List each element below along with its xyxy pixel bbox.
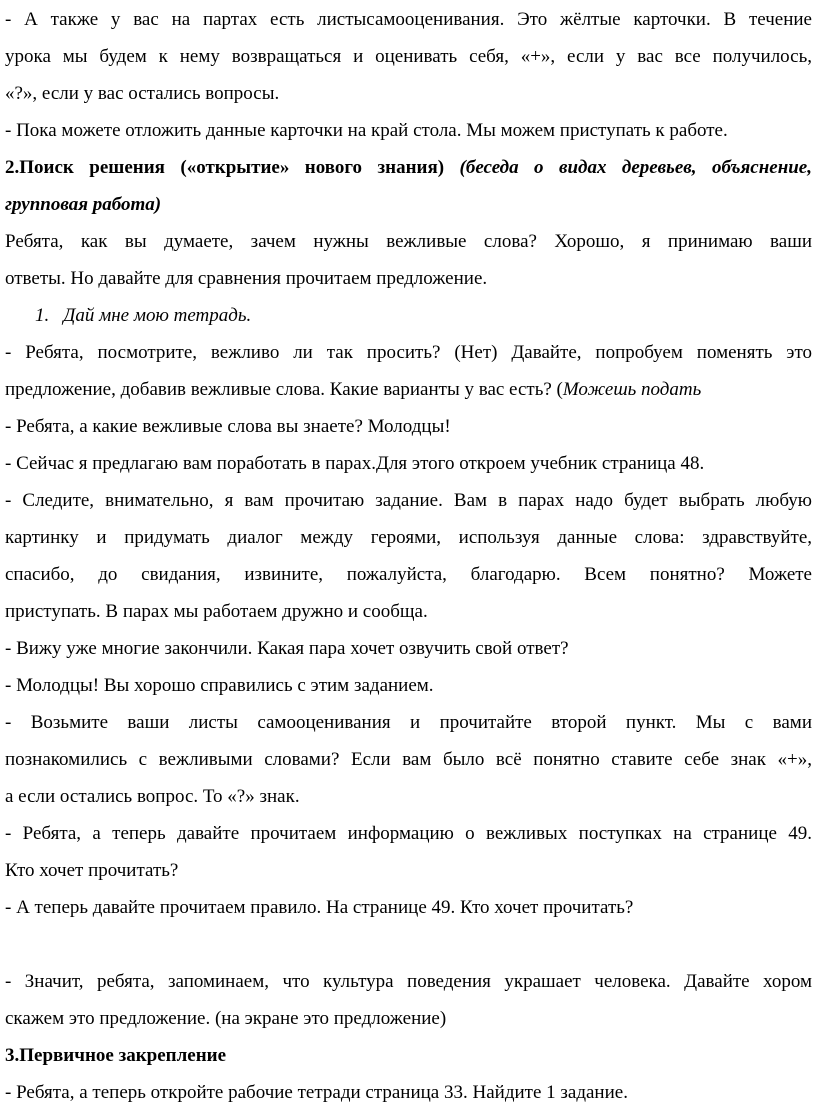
text-line	[5, 556, 812, 593]
text-line	[5, 482, 812, 519]
section-heading	[5, 1037, 812, 1074]
text-line	[5, 741, 812, 778]
text-line	[5, 889, 812, 926]
text-run: (беседа о видах деревьев, объяснение,	[459, 157, 812, 178]
text-run: - Молодцы! Вы хорошо справились с этим заданием.	[5, 675, 434, 696]
text-line	[5, 593, 812, 630]
blank-line	[5, 926, 812, 963]
empty-paragraph	[5, 926, 812, 963]
paragraph	[5, 1, 812, 112]
text-line	[5, 408, 812, 445]
text-run: ответы. Но давайте для сравнения прочитаем предложение.	[5, 268, 488, 289]
section-heading	[5, 149, 812, 223]
text-line	[5, 445, 812, 482]
text-line	[5, 334, 812, 371]
text-line	[5, 186, 812, 223]
text-run: познакомились с вежливыми словами? Если вам было всё понятно ставите себе знак «+»,	[5, 749, 812, 770]
text-run: - Ребята, а теперь давайте прочитаем информацию о вежливых поступках на странице 49.	[5, 823, 812, 844]
text-line	[5, 1000, 812, 1037]
text-run: - А также у вас на партах есть листысамооценивания. Это жёлтые карточки. В течение	[5, 9, 812, 30]
text-run: - Ребята, а теперь откройте рабочие тетради страница 33. Найдите 1 задание.	[5, 1082, 628, 1103]
paragraph	[5, 334, 812, 408]
text-run: спасибо, до свидания, извините, пожалуйста, благодарю. Всем понятно? Можете	[5, 564, 812, 585]
text-run: - Вижу уже многие закончили. Какая пара хочет озвучить свой ответ?	[5, 638, 569, 659]
text-run: предложение, добавив вежливые слова. Какие варианты у вас есть? (	[5, 379, 563, 400]
text-run: - Пока можете отложить данные карточки на край стола. Мы можем приступать к работе.	[5, 120, 728, 141]
text-line	[5, 519, 812, 556]
text-line	[5, 75, 812, 112]
text-run: Кто хочет прочитать?	[5, 860, 179, 881]
text-line	[5, 112, 812, 149]
text-line	[5, 371, 812, 408]
text-line	[5, 1037, 812, 1074]
text-line	[5, 223, 812, 260]
text-line	[5, 260, 812, 297]
text-line	[5, 963, 812, 1000]
text-line	[5, 778, 812, 815]
paragraph	[5, 223, 812, 297]
paragraph	[5, 963, 812, 1037]
text-line	[5, 149, 812, 186]
text-line	[5, 630, 812, 667]
text-run: Ребята, как вы думаете, зачем нужны вежливые слова? Хорошо, я принимаю ваши	[5, 231, 812, 252]
paragraph	[5, 704, 812, 815]
text-run: Можешь подать	[562, 379, 702, 400]
text-line	[5, 667, 812, 704]
paragraph	[5, 482, 812, 630]
text-run: - Ребята, посмотрите, вежливо ли так просить? (Нет) Давайте, попробуем поменять это	[5, 342, 812, 363]
paragraph	[5, 889, 812, 926]
text-run: скажем это предложение. (на экране это предложение)	[5, 1008, 447, 1029]
text-run: - Сейчас я предлагаю вам поработать в парах.Для этого откроем учебник страница 48.	[5, 453, 705, 474]
text-run: 3.Первичное закрепление	[5, 1045, 227, 1066]
text-run: - А теперь давайте прочитаем правило. На странице 49. Кто хочет прочитать?	[5, 897, 634, 918]
text-run: Дай мне мою тетрадь.	[63, 305, 252, 326]
paragraph	[5, 815, 812, 889]
text-run: - Значит, ребята, запоминаем, что культура поведения украшает человека. Давайте хором	[5, 971, 812, 992]
text-run: - Следите, внимательно, я вам прочитаю задание. Вам в парах надо будет выбрать любую	[5, 490, 812, 511]
text-line	[5, 1074, 812, 1111]
text-run: - Возьмите ваши листы самооценивания и прочитайте второй пункт. Мы с вами	[5, 712, 812, 733]
paragraph	[5, 112, 812, 149]
text-run: а если остались вопрос. То «?» знак.	[5, 786, 300, 807]
list-number: 1.	[35, 305, 50, 326]
text-run: картинку и придумать диалог между героями, используя данные слова: здравствуйте,	[5, 527, 812, 548]
text-run: приступать. В парах мы работаем дружно и сообща.	[5, 601, 428, 622]
text-line	[5, 815, 812, 852]
text-run: - Ребята, а какие вежливые слова вы знаете? Молодцы!	[5, 416, 451, 437]
list-item	[5, 297, 812, 334]
paragraph	[5, 445, 812, 482]
text-line	[5, 38, 812, 75]
paragraph	[5, 667, 812, 704]
paragraph	[5, 408, 812, 445]
text-run: урока мы будем к нему возвращаться и оценивать себя, «+», если у вас все получилось,	[5, 46, 812, 67]
text-line	[5, 852, 812, 889]
text-line	[5, 297, 812, 334]
paragraph	[5, 1074, 812, 1111]
text-run: групповая работа)	[5, 194, 162, 215]
text-run: 2.Поиск решения («открытие» нового знания)	[5, 157, 460, 178]
paragraph	[5, 630, 812, 667]
text-line	[5, 1, 812, 38]
text-run: «?», если у вас остались вопросы.	[5, 83, 280, 104]
text-line	[5, 704, 812, 741]
